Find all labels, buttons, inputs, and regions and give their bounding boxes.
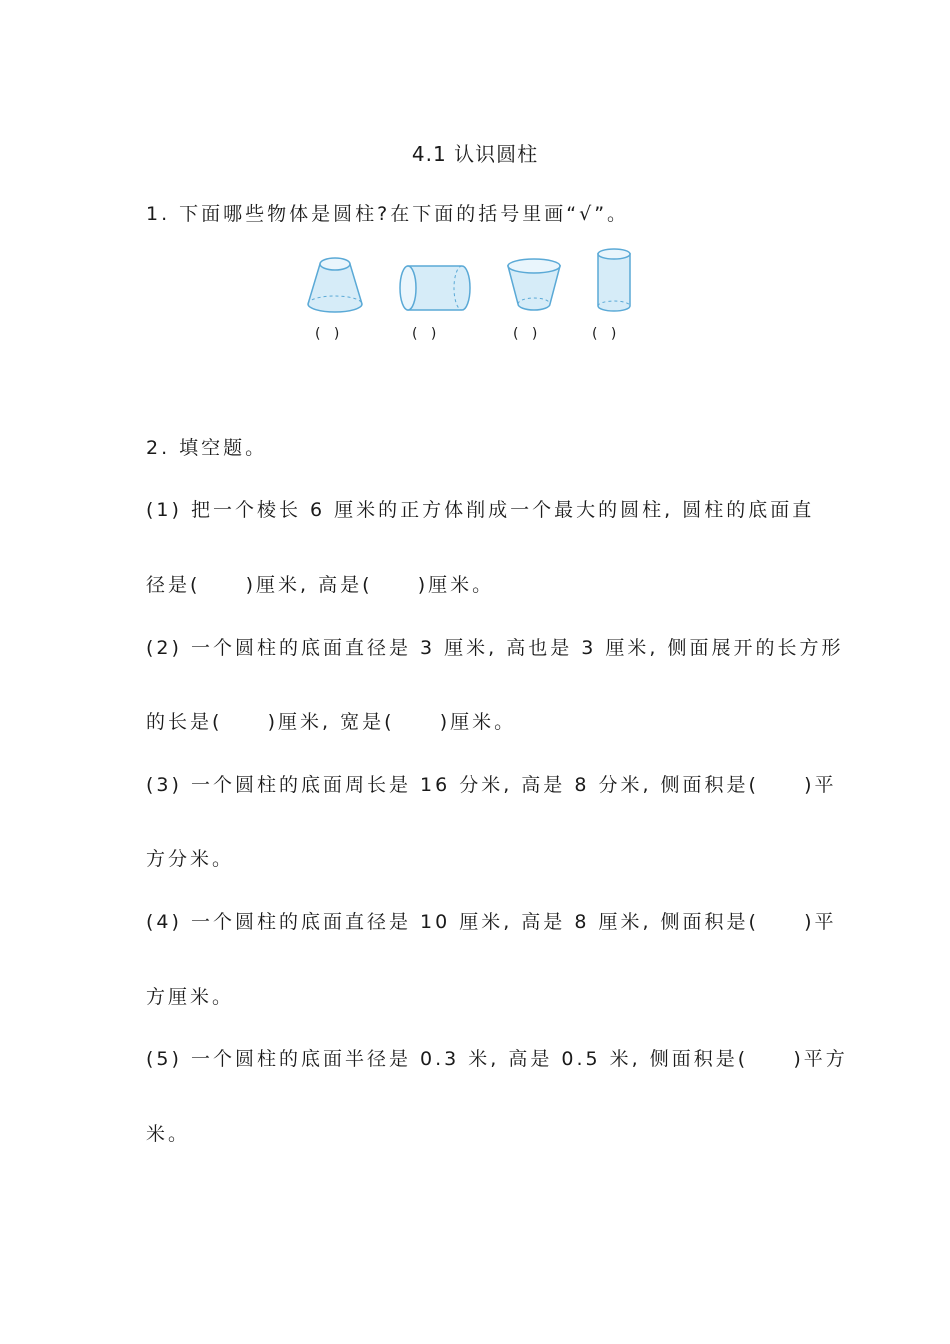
answer-blank-1[interactable]: ( ) [315, 326, 340, 342]
lying-cylinder-shape [400, 266, 470, 310]
q2-line-10: 米。 [146, 1123, 191, 1145]
q2-line-8: 方厘米。 [146, 986, 235, 1008]
q2-line-5: (3) 一个圆柱的底面周长是 16 分米, 高是 8 分米, 侧面积是( )平 [146, 774, 837, 796]
q2-line-6: 方分米。 [146, 848, 235, 870]
q2-line-3: (2) 一个圆柱的底面直径是 3 厘米, 高也是 3 厘米, 侧面展开的长方形 [146, 637, 844, 659]
q2-line-9: (5) 一个圆柱的底面半径是 0.3 米, 高是 0.5 米, 侧面积是( )平方 [146, 1048, 848, 1070]
answer-blank-4[interactable]: ( ) [592, 326, 617, 342]
frustum-shape [308, 258, 362, 312]
answer-blank-3[interactable]: ( ) [513, 326, 538, 342]
question-1-prompt: 1. 下面哪些物体是圆柱?在下面的括号里画“√”。 [146, 203, 630, 225]
answer-blank-2[interactable]: ( ) [412, 326, 437, 342]
q2-line-4: 的长是( )厘米, 宽是( )厘米。 [146, 711, 517, 733]
cup-shape [508, 259, 560, 310]
q2-line-2: 径是( )厘米, 高是( )厘米。 [146, 574, 495, 596]
q2-line-1: (1) 把一个棱长 6 厘米的正方体削成一个最大的圆柱, 圆柱的底面直 [146, 499, 815, 521]
question-2-heading: 2. 填空题。 [146, 437, 268, 459]
q2-line-7: (4) 一个圆柱的底面直径是 10 厘米, 高是 8 厘米, 侧面积是( )平 [146, 911, 837, 933]
page-title: 4.1 认识圆柱 [411, 142, 539, 166]
standing-cylinder-shape [598, 249, 630, 311]
